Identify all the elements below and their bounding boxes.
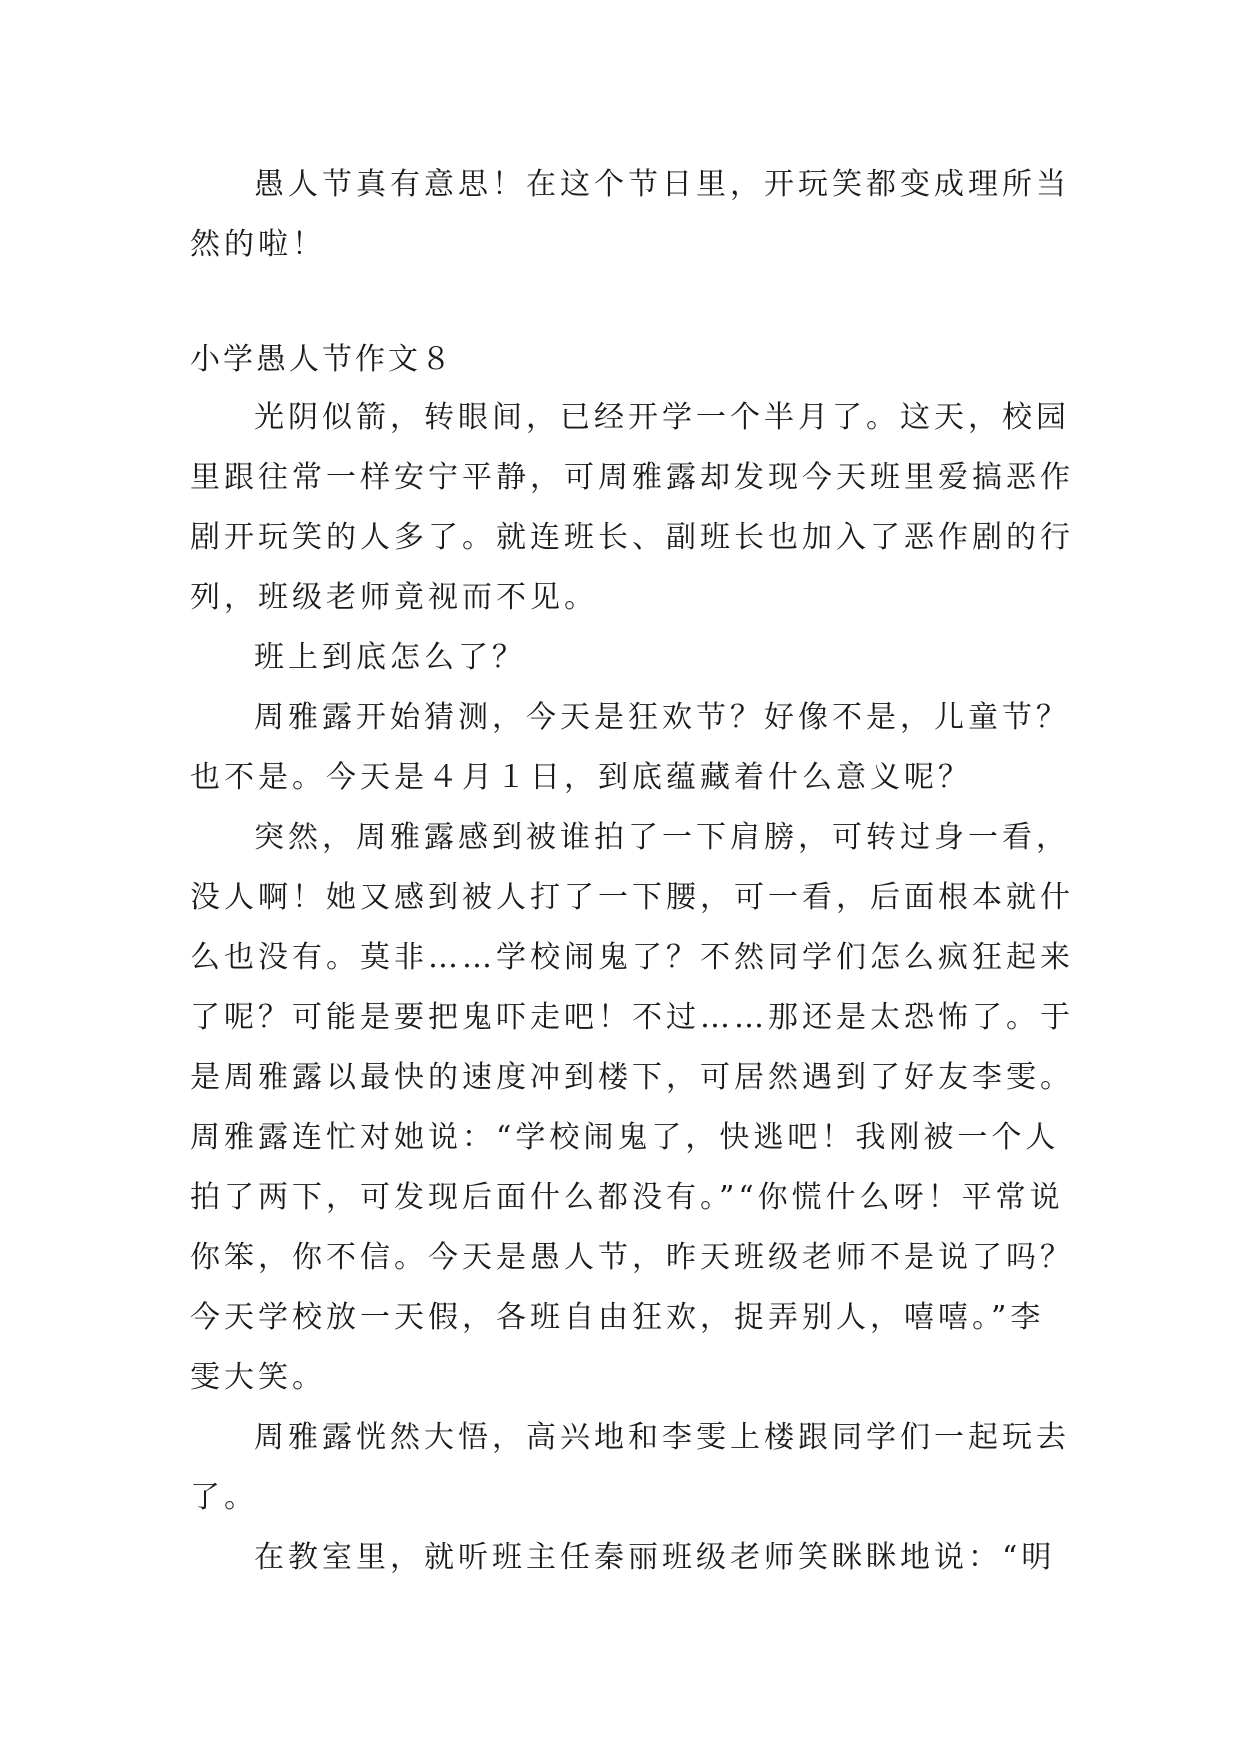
paragraph-line: 然的啦！ (190, 227, 326, 262)
paragraph-line: 也不是。今天是４月１日，到底蕴藏着什么意义呢？ (190, 760, 972, 795)
paragraph-line: 了呢？可能是要把鬼吓走吧！不过……那还是太恐怖了。于 (190, 1000, 1074, 1035)
section-heading: 小学愚人节作文８ (190, 342, 454, 377)
paragraph-line: 愚人节真有意思！在这个节日里，开玩笑都变成理所当 (254, 167, 1070, 202)
paragraph-line: 今天学校放一天假，各班自由狂欢，捉弄别人，嘻嘻。”李 (190, 1300, 1045, 1335)
paragraph-line: 了。 (190, 1480, 258, 1515)
paragraph-line: 雯大笑。 (190, 1360, 326, 1395)
paragraph-line: 周雅露连忙对她说：“学校闹鬼了，快逃吧！我刚被一个人 (190, 1120, 1060, 1155)
paragraph-line: 剧开玩笑的人多了。就连班长、副班长也加入了恶作剧的行 (190, 520, 1074, 555)
paragraph-line: 光阴似箭，转眼间，已经开学一个半月了。这天，校园 (254, 400, 1070, 435)
paragraph-line: 列，班级老师竟视而不见。 (190, 580, 598, 615)
paragraph-line: 周雅露恍然大悟，高兴地和李雯上楼跟同学们一起玩去 (254, 1420, 1070, 1455)
paragraph-line: 你笨，你不信。今天是愚人节，昨天班级老师不是说了吗？ (190, 1240, 1074, 1275)
paragraph-line: 周雅露开始猜测，今天是狂欢节？好像不是，儿童节？ (254, 700, 1070, 735)
paragraph-line: 拍了两下，可发现后面什么都没有。”“你慌什么呀！平常说 (190, 1180, 1064, 1215)
paragraph-line: 么也没有。莫非……学校闹鬼了？不然同学们怎么疯狂起来 (190, 940, 1074, 975)
paragraph-line: 里跟往常一样安宁平静，可周雅露却发现今天班里爱搞恶作 (190, 460, 1074, 495)
paragraph-line: 在教室里，就听班主任秦丽班级老师笑眯眯地说：“明 (254, 1540, 1056, 1575)
paragraph-line: 没人啊！她又感到被人打了一下腰，可一看，后面根本就什 (190, 880, 1074, 915)
paragraph-line: 是周雅露以最快的速度冲到楼下，可居然遇到了好友李雯。 (190, 1060, 1074, 1095)
paragraph-line: 突然，周雅露感到被谁拍了一下肩膀，可转过身一看， (254, 820, 1070, 855)
paragraph-line: 班上到底怎么了？ (254, 640, 526, 675)
